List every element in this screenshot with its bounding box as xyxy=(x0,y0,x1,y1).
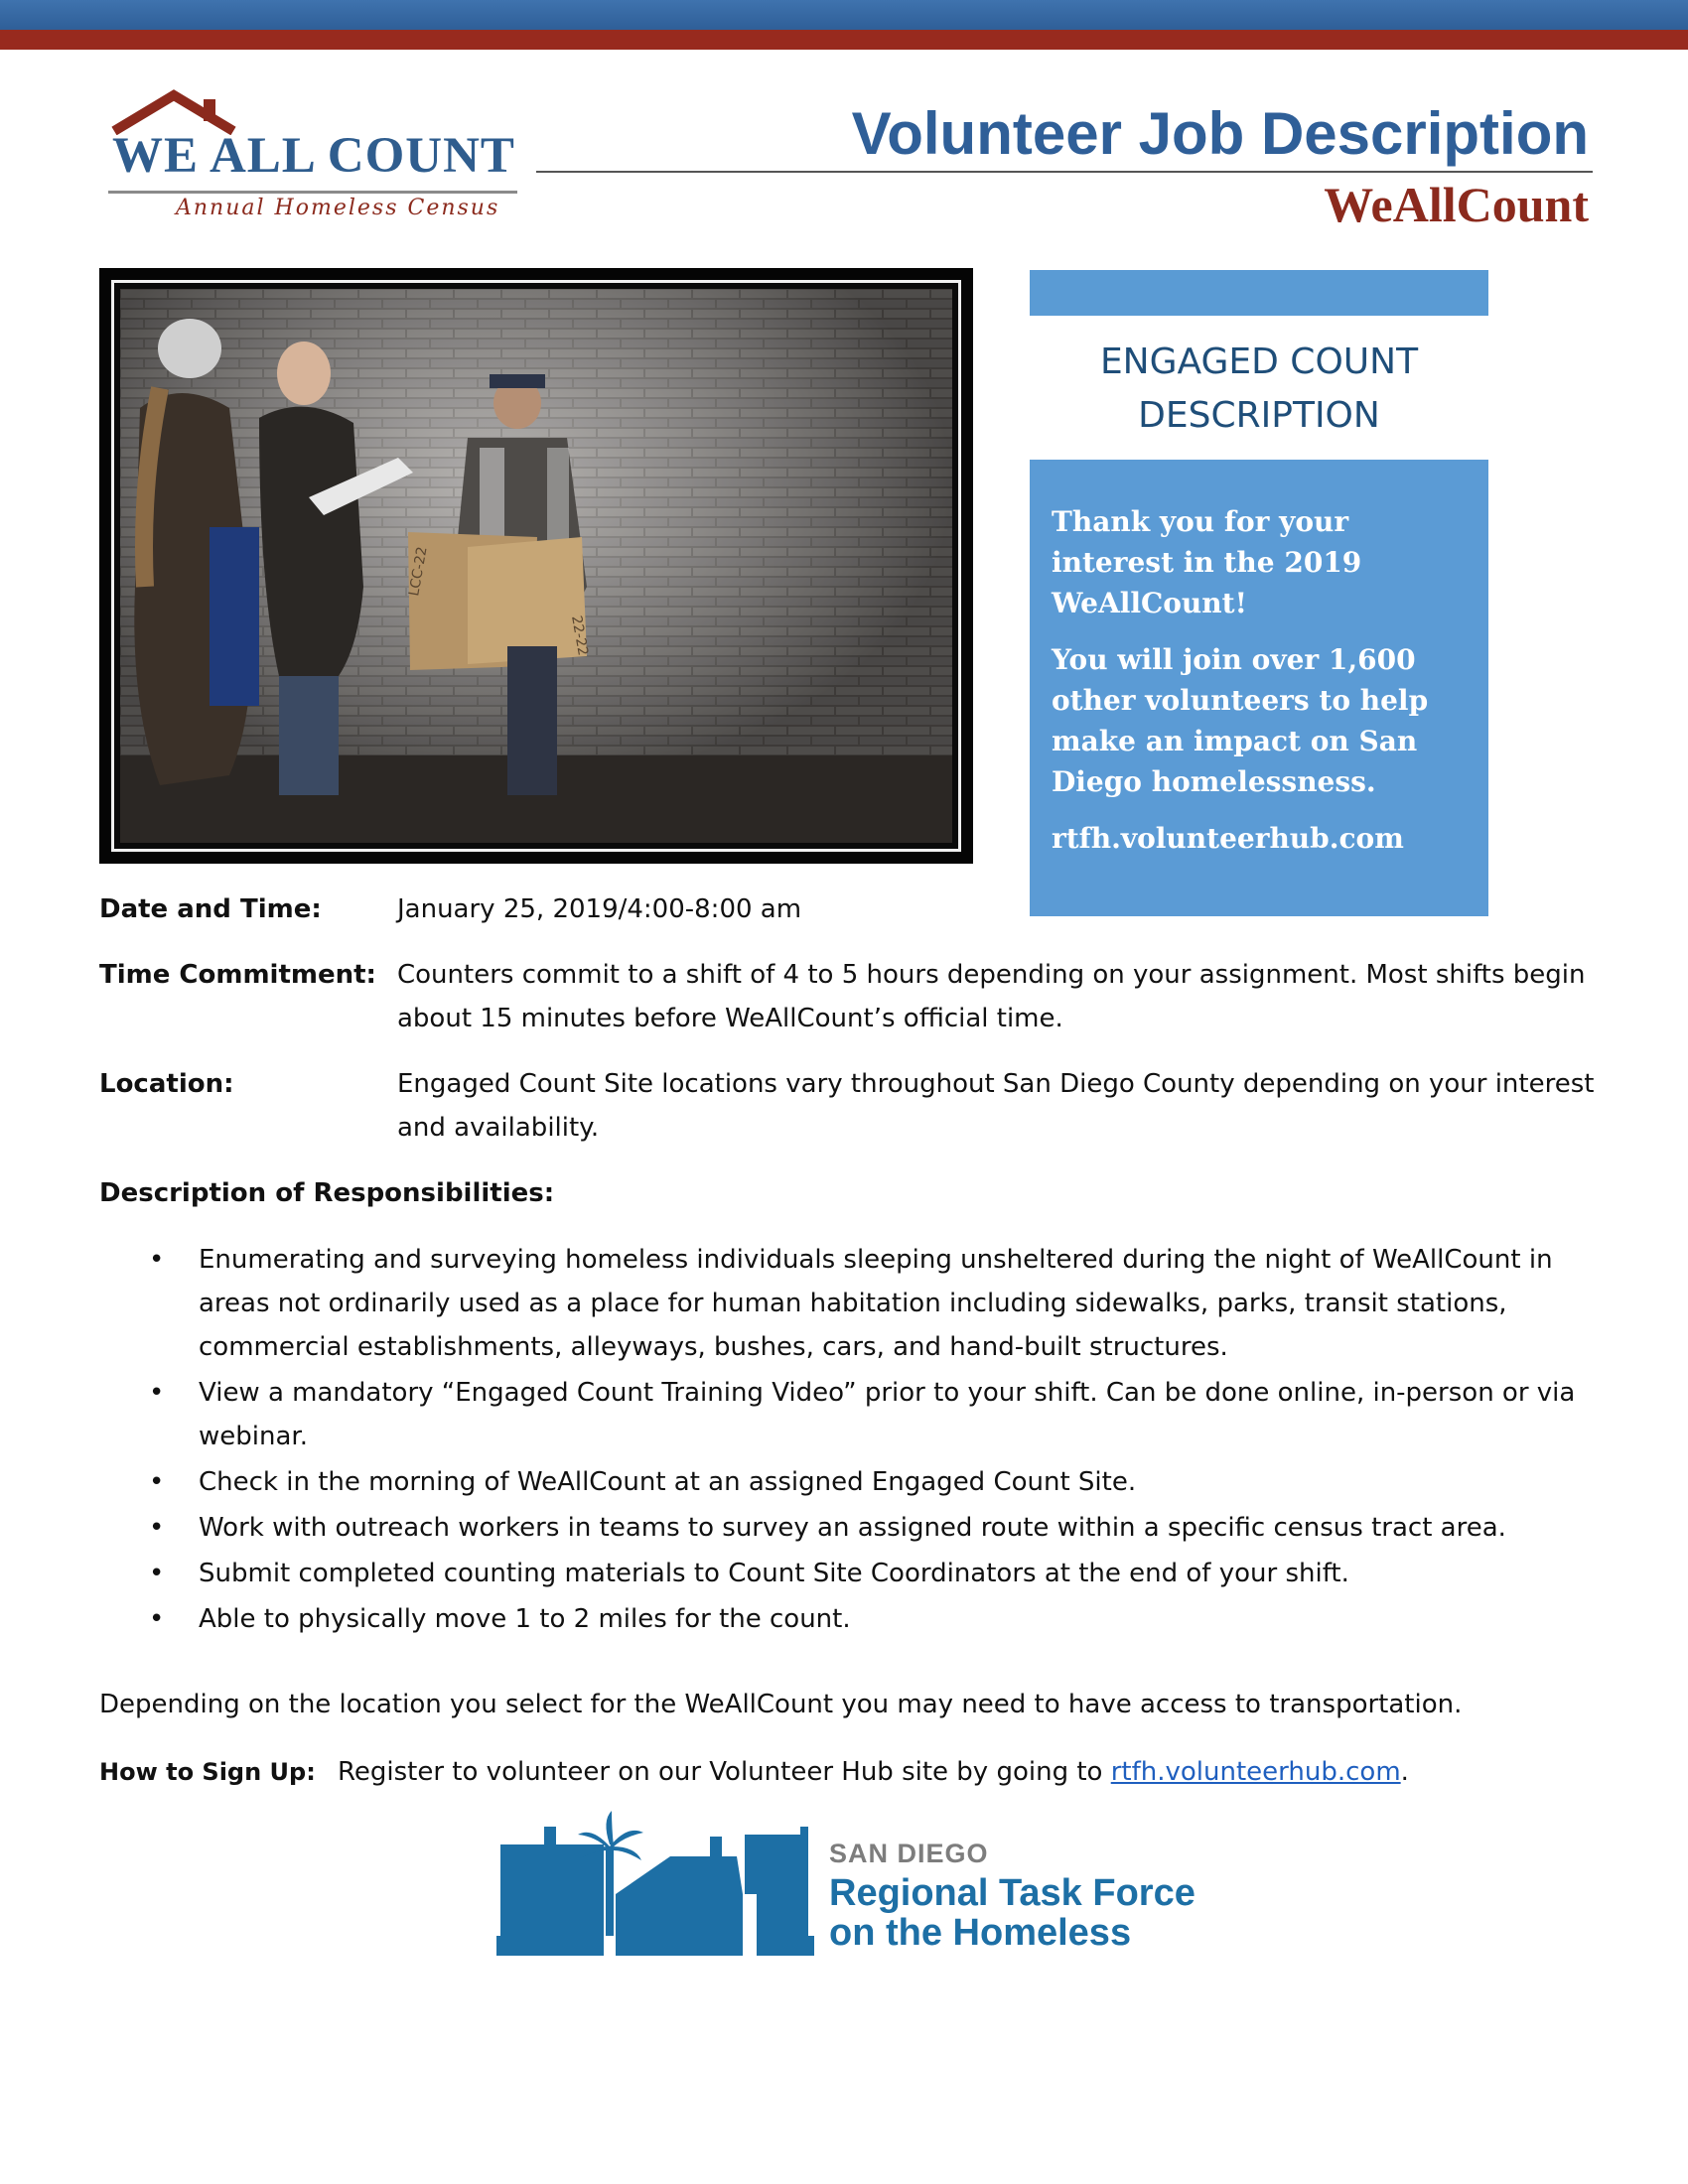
side-panel-box xyxy=(1030,460,1488,916)
signup-text-after: . xyxy=(1400,1757,1409,1787)
signup-text-before: Register to volunteer on our Volunteer Hub site by going to xyxy=(338,1757,1111,1787)
bullet: • xyxy=(149,1604,165,1634)
transport-note: Depending on the location you select for the WeAllCount you may need to have access to transportation. xyxy=(99,1690,1463,1719)
side-panel-heading-line2: DESCRIPTION xyxy=(1138,395,1380,436)
side-panel-bar xyxy=(1030,270,1488,316)
rtfh-san-diego: SAN DIEGO xyxy=(829,1839,989,1868)
list-item xyxy=(99,1238,1609,1369)
logo-tagline: Annual Homeless Census xyxy=(176,196,500,220)
side-panel-heading-line1: ENGAGED COUNT xyxy=(1099,341,1419,382)
list-item-text: Able to physically move 1 to 2 miles for the count. xyxy=(199,1604,851,1634)
list-item-text: Enumerating and surveying homeless individuals sleeping unsheltered during the night of WeAllCount in areas not ordinarily used as a place for human habitation including sidewalks, parks, transit stations, commercial establishments, alleyways, bushes, cars, and hand-built structures. xyxy=(199,1245,1553,1362)
page-title: Volunteer Job Description xyxy=(851,100,1589,167)
commitment-value: Counters commit to a shift of 4 to 5 hours depending on your assignment. Most shifts begin about 15 minutes before WeAllCount’s official time. xyxy=(397,960,1586,1033)
rtfh-line2: on the Homeless xyxy=(829,1912,1132,1954)
top-red-band xyxy=(0,30,1688,50)
we-all-count-logo xyxy=(104,87,521,226)
side-panel-join: You will join over 1,600 other volunteers to help make an impact on San Diego homelessness. xyxy=(1052,643,1429,798)
list-item-text: View a mandatory “Engaged Count Training Video” prior to your shift. Can be done online, in-person or via webinar. xyxy=(199,1378,1576,1451)
photo-border xyxy=(111,280,961,852)
bullet: • xyxy=(149,1378,165,1408)
bullet: • xyxy=(149,1467,165,1497)
side-panel-heading xyxy=(1030,336,1488,443)
list-item xyxy=(99,1506,1609,1550)
volunteerhub-link[interactable]: rtfh.volunteerhub.com xyxy=(1110,1757,1401,1787)
page-subtitle: WeAllCount xyxy=(1324,177,1589,232)
header-rule xyxy=(536,171,1593,173)
rtfh-logo xyxy=(496,1807,1231,1956)
date-value: January 25, 2019/4:00-8:00 am xyxy=(397,894,802,924)
signup-label: How to Sign Up: xyxy=(99,1758,316,1786)
rtfh-line1: Regional Task Force xyxy=(829,1872,1196,1914)
responsibilities-heading: Description of Responsibilities: xyxy=(99,1178,555,1208)
photo-scene xyxy=(120,289,952,843)
logo-divider xyxy=(108,191,517,194)
bullet: • xyxy=(149,1245,165,1275)
signup-text xyxy=(338,1750,1409,1794)
bullet: • xyxy=(149,1559,165,1588)
list-item-text: Check in the morning of WeAllCount at an assigned Engaged Count Site. xyxy=(199,1467,1137,1497)
bullet: • xyxy=(149,1513,165,1543)
location-value: Engaged Count Site locations vary throughout San Diego County depending on your interest and availability. xyxy=(397,1069,1595,1143)
top-blue-band xyxy=(0,0,1688,30)
responsibilities-list xyxy=(99,1238,1609,1643)
logo-wordmark: WE ALL COUNT xyxy=(112,128,515,184)
list-item-text: Submit completed counting materials to Count Site Coordinators at the end of your shift. xyxy=(199,1559,1349,1588)
list-item xyxy=(99,1460,1609,1504)
box-label-2: 22-22 xyxy=(568,614,591,657)
box-label-1: LCC-22 xyxy=(406,545,431,598)
list-item-text: Work with outreach workers in teams to survey an assigned route within a specific census tract area. xyxy=(199,1513,1506,1543)
rtfh-skyline-icon xyxy=(496,1807,814,1956)
commitment-label: Time Commitment: xyxy=(99,960,376,990)
volunteer-photo xyxy=(99,268,973,864)
list-item xyxy=(99,1552,1609,1595)
side-panel-url: rtfh.volunteerhub.com xyxy=(1052,822,1404,855)
location-label: Location: xyxy=(99,1069,234,1099)
list-item xyxy=(99,1597,1609,1641)
list-item xyxy=(99,1371,1609,1458)
side-panel-thanks: Thank you for your interest in the 2019 WeAllCount! xyxy=(1052,505,1362,619)
date-label: Date and Time: xyxy=(99,894,322,924)
